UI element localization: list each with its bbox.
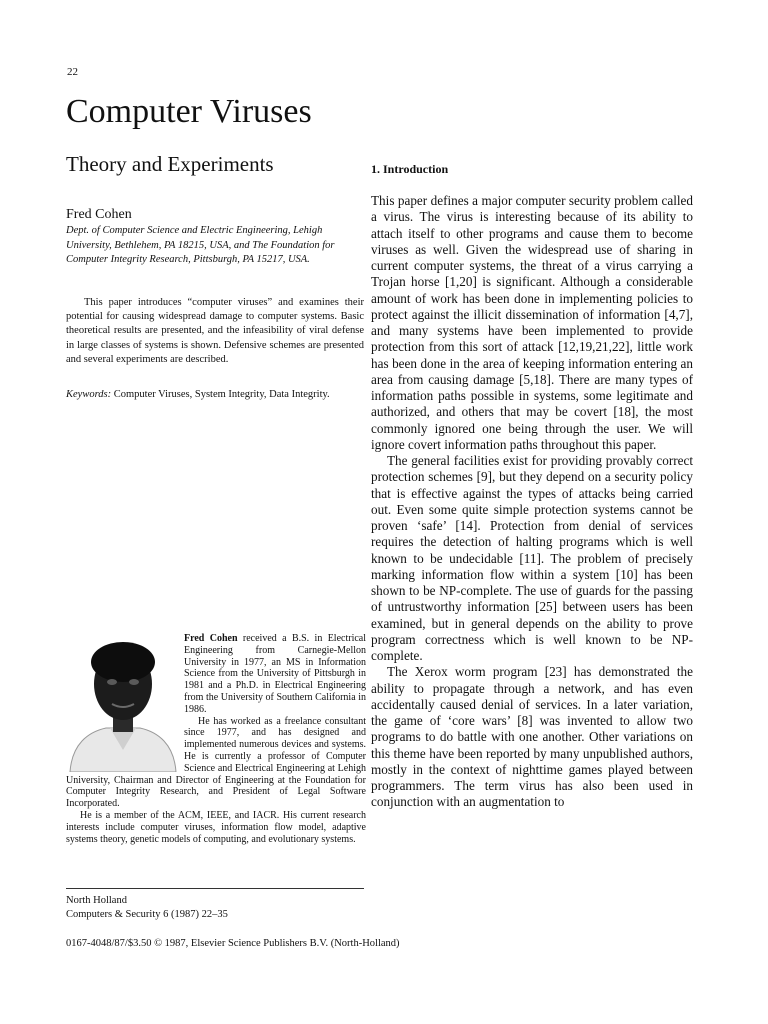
- article-subtitle: Theory and Experiments: [66, 152, 274, 176]
- bio-paragraph: He is a member of the ACM, IEEE, and IACR. His current research interests include computer viruses, information flow model, adaptive systems theory, genetic models of computing, and evolutionary systems.: [66, 809, 366, 845]
- publisher: North Holland: [66, 895, 127, 906]
- author-name: Fred Cohen: [66, 207, 132, 222]
- page-number: 22: [67, 66, 78, 78]
- body-paragraph: The general facilities exist for providing provably correct protection schemes [9], but they depend on a security policy that is effective against the types of attacks being carried out. Even some quite simple protection systems cannot be proven ‘safe’ [14]. Protection from denial of services requires the detection of halting programs which is well known to be undecidable [11]. The problem of precisely marking information flow within a system [10] has been shown to be NP-complete. The use of guards for the passing of untrustworthy information [25] between users has been examined, but in general depends on the ability to prove program correctness which is well known to be NP-complete.: [371, 453, 693, 663]
- introduction-body: [371, 193, 693, 811]
- journal-reference: Computers & Security 6 (1987) 22–35: [66, 909, 228, 920]
- body-paragraph: The Xerox worm program [23] has demonstrated the ability to propagate through a network, and has even accidentally caused denial of services. In a later variation, the game of ‘core wars’ [8] was invented to allow two programs to do battle with one another. Other variations on this theme have been reported by many unpublished authors, mostly in the context of nighttime games played between programmers. The term virus has also been used in conjunction with an augmentation to: [371, 664, 693, 810]
- keywords: [66, 388, 366, 402]
- author-affiliation: Dept. of Computer Science and Electric Engineering, Lehigh University, Bethlehem, PA 18215, USA, and The Foundation for Computer Integrity Research, Pittsburgh, PA 15217, USA.: [66, 225, 335, 265]
- footnote-rule: [66, 888, 364, 889]
- article-title: Computer Viruses: [66, 93, 312, 130]
- copyright-footer: 0167-4048/87/$3.50 © 1987, Elsevier Science Publishers B.V. (North-Holland): [66, 938, 400, 949]
- keywords-list: Computer Viruses, System Integrity, Data Integrity.: [113, 389, 330, 400]
- keywords-label: Keywords:: [66, 389, 112, 400]
- bio-name: Fred Cohen: [184, 633, 238, 644]
- author-photo: [66, 632, 180, 772]
- body-paragraph: This paper defines a major computer security problem called a virus. The virus is interesting because of its ability to attach itself to other programs and cause them to become viruses as well. Given the widespread use of sharing in current computer systems, the threat of a virus carrying a Trojan horse [1,20] is significant. Although a considerable amount of work has been done in implementing policies to protect against the illicit dissemination of information [4,7], and many systems have been implemented to provide protection from this sort of attack [12,19,21,22], little work has been done in the area of keeping information entering an area from causing damage [5,18]. There are many types of information paths possible in systems, some legitimate and authorized, and others that may be covert [18], the most commonly ignored one being through the user. We will ignore covert information paths throughout this paper.: [371, 193, 693, 452]
- abstract: This paper introduces “computer viruses” and examines their potential for causing widespread damage to computer systems. Basic theoretical results are presented, and the infeasibility of viral defense in large classes of systems is shown. Defensive schemes are presented and several experiments are described.: [66, 297, 364, 365]
- bio-text: received a B.S. in Electrical Engineering from Carnegie-Mellon University in 1977, an MS in Information Science from the University of Pittsburgh in 1981 and a Ph.D. in Electrical Engineering from the University of Southern California in 1986.: [184, 633, 366, 715]
- section-heading: 1. Introduction: [371, 162, 449, 176]
- bio-paragraph: He has worked as a freelance consultant since 1977, and has designed and implemented numerous devices and systems. He is currently a professor of Computer Science and Electrical Engineering at Lehigh University, Chairman and Director of Engineering at the Foundation for Computer Integrity Research, and President of Legal Software Incorporated.: [66, 715, 366, 810]
